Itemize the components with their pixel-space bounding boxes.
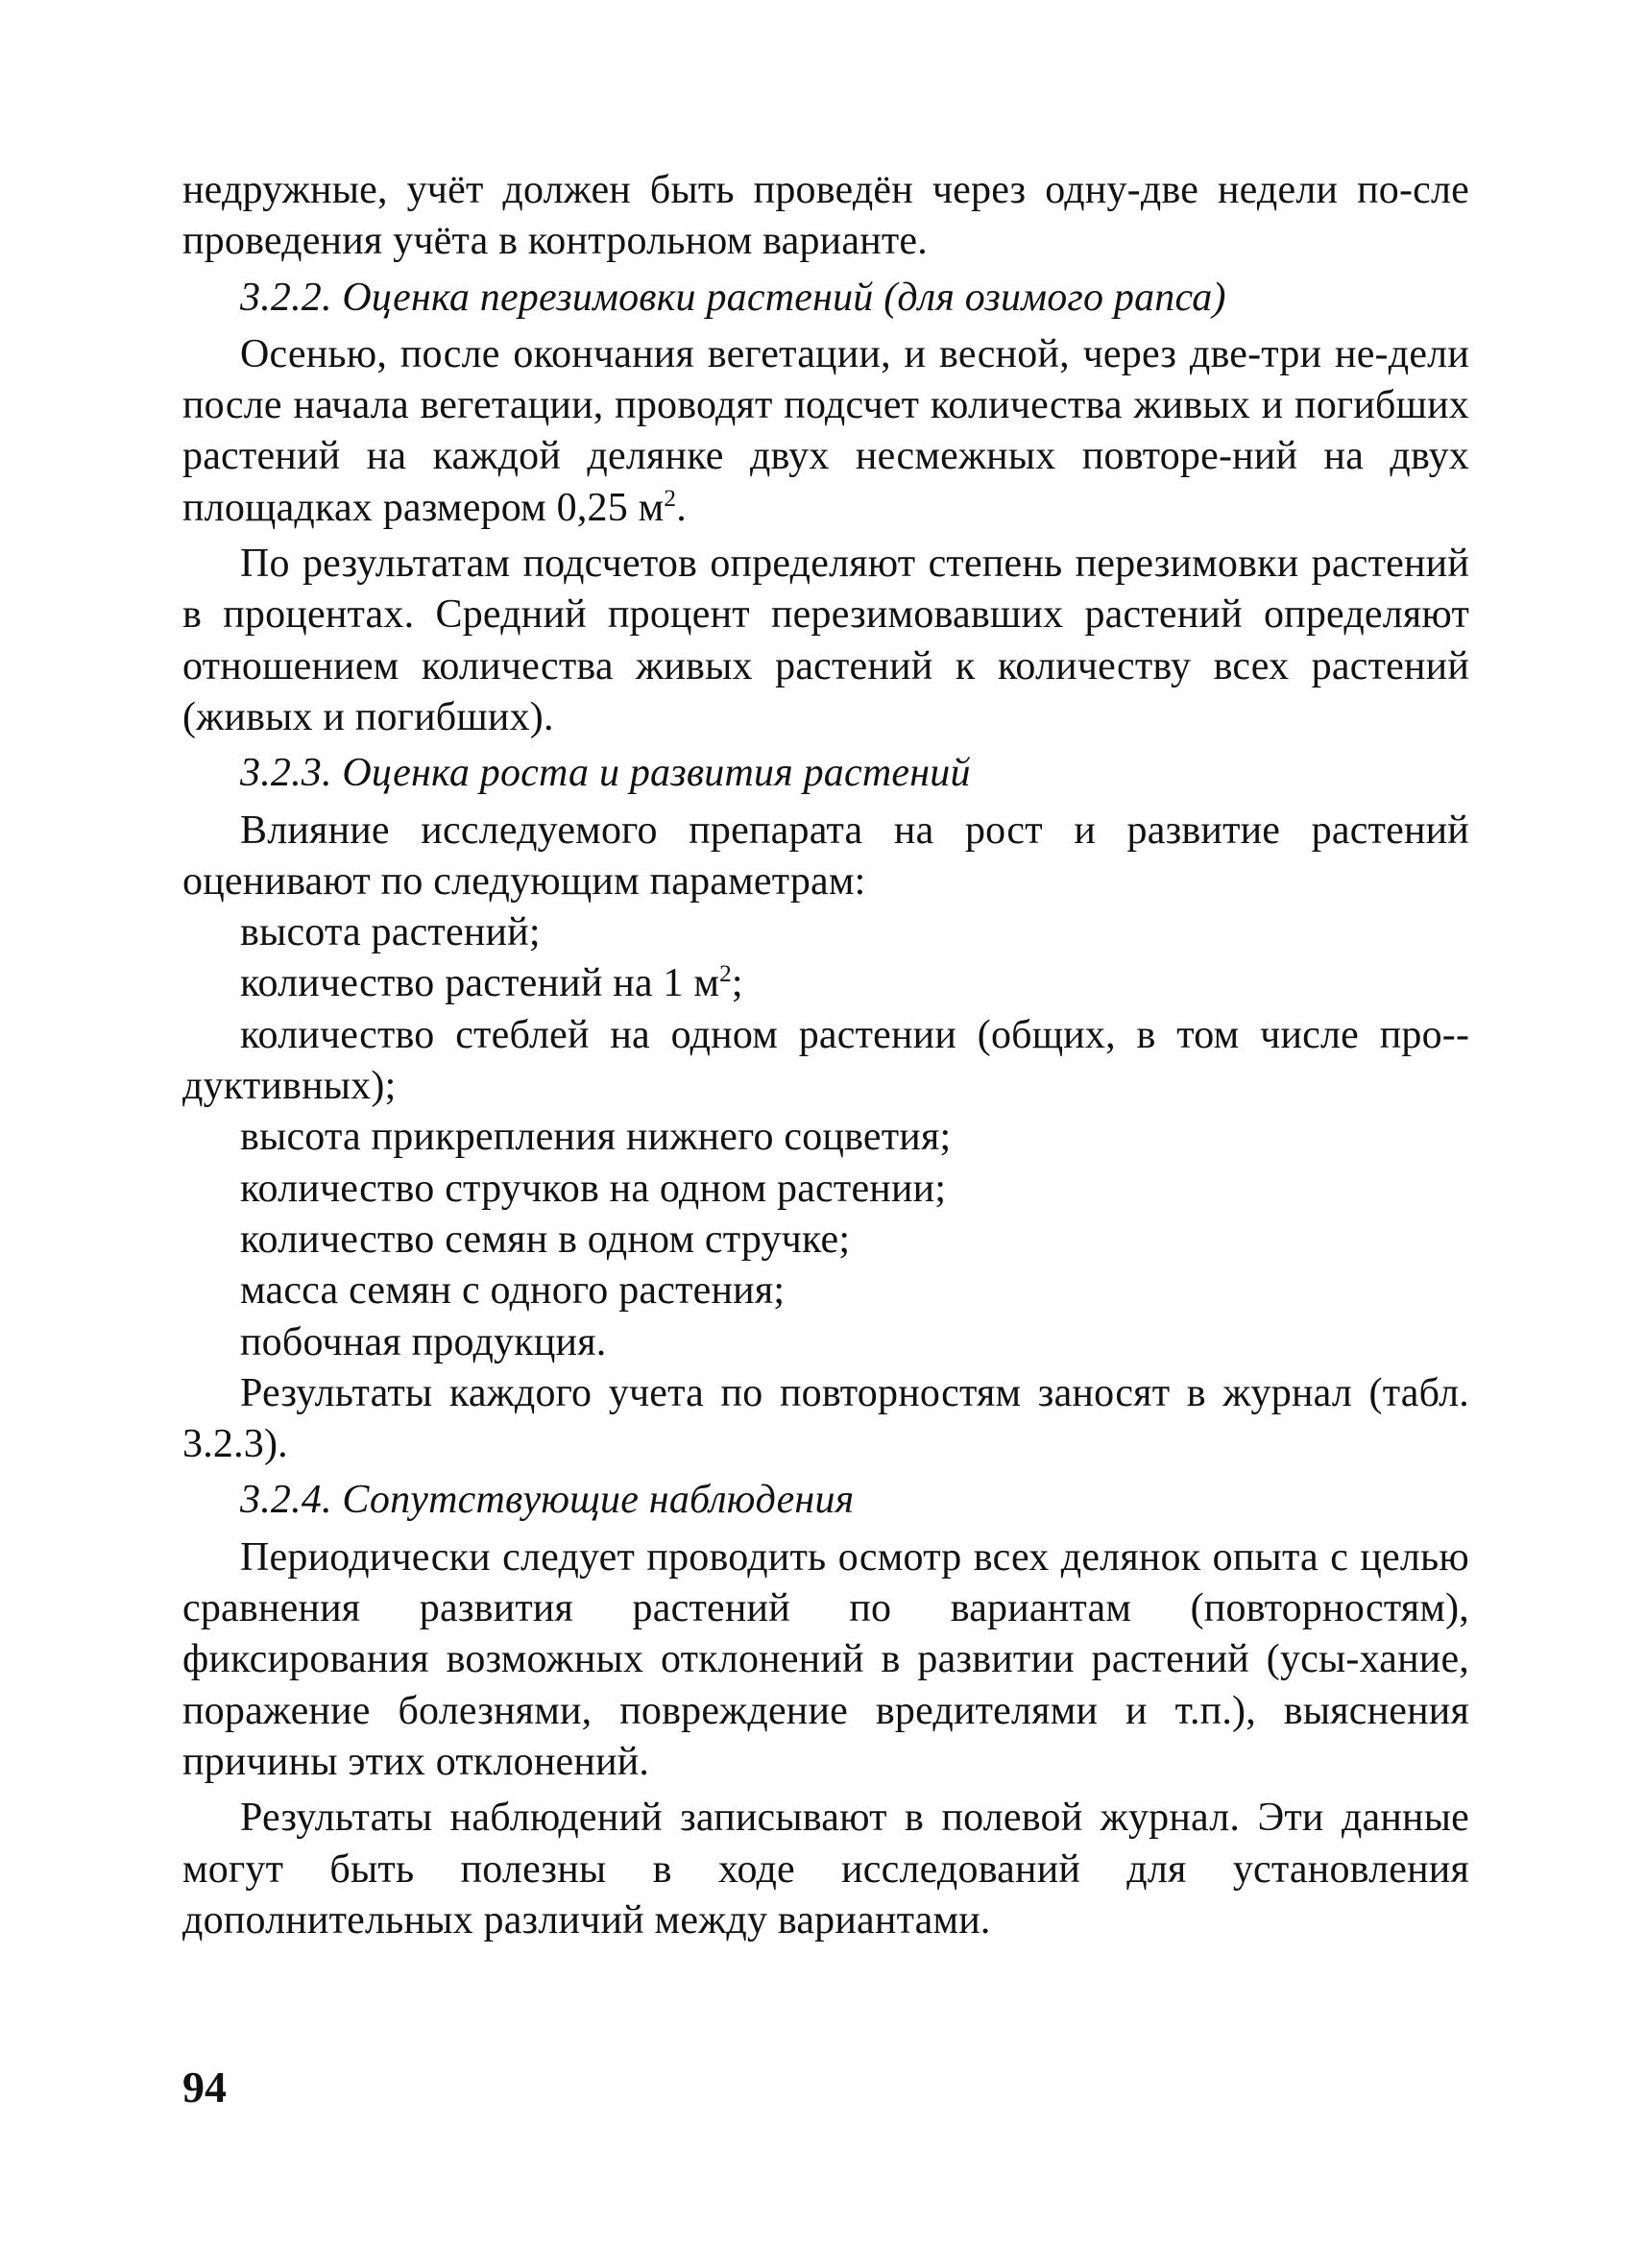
list-item-text: количество растений на 1 м [240, 961, 720, 1006]
square-metre-superscript: 2 [719, 961, 732, 988]
section-heading-3-2-4: 3.2.4. Сопутствующие наблюдения [240, 1478, 855, 1523]
square-metre-superscript: 2 [664, 485, 677, 512]
overwintering-paragraph-1-end: . [676, 485, 687, 530]
section-heading-3-2-2: 3.2.2. Оценка перезимовки растений (для озимого рапса) [240, 275, 1226, 320]
growth-outro-paragraph: Результаты каждого учета по повторностям заносят в журнал (табл. 3.2.3). [182, 1370, 1469, 1467]
page-body [182, 165, 1469, 1951]
list-item [182, 958, 1469, 1009]
list-item: количество стеблей на одном растении (общих, в том числе про-дуктивных); [182, 1012, 1469, 1109]
list-item: высота растений; [240, 910, 541, 955]
observations-paragraph-1: Периодически следует проводить осмотр всех делянок опыта с целью сравнения развития растений по вариантам (повторностям), фиксирования возможных отклонений в развитии растений (усы-хание, поражение болезнями, повреждение вредителями и т.п.), выяснения причины этих отклонений. [182, 1534, 1469, 1784]
growth-intro-paragraph: Влияние исследуемого препарата на рост и развитие растений оценивают по следующим параметрам: [182, 808, 1469, 904]
overwintering-paragraph-1-text: Осенью, после окончания вегетации, и весной, через две-три не-дели после начала вегетации, проводят подсчет количества живых и погибших растений на каждой делянке двух несмежных повторе-ний на двух площадках размером 0,25 м [182, 331, 1469, 530]
growth-parameters-list [182, 907, 1469, 1368]
section-heading-3-2-3: 3.2.3. Оценка роста и развития растений [240, 751, 971, 796]
overwintering-paragraph-2: По результатам подсчетов определяют степень перезимовки растений в процентах. Средний процент перезимовавших растений определяют отношением количества живых растений к количеству всех растений (живых и погибших). [182, 542, 1469, 739]
overwintering-paragraph-1 [182, 329, 1469, 534]
list-item: количество семян в одном стручке; [240, 1217, 851, 1262]
page-number: 94 [182, 2063, 227, 2111]
continuation-paragraph: недружные, учёт должен быть проведён через одну-две недели по-сле проведения учёта в контрольном варианте. [182, 168, 1469, 264]
list-item: количество стручков на одном растении; [240, 1166, 947, 1211]
observations-paragraph-2: Результаты наблюдений записывают в полевой журнал. Эти данные могут быть полезны в ходе исследований для установления дополнительных различий между вариантами. [182, 1796, 1469, 1942]
list-item: высота прикрепления нижнего соцветия; [240, 1115, 952, 1160]
list-item-end: ; [731, 961, 743, 1006]
list-item: масса семян с одного растения; [240, 1268, 786, 1314]
list-item: побочная продукция. [240, 1319, 607, 1364]
